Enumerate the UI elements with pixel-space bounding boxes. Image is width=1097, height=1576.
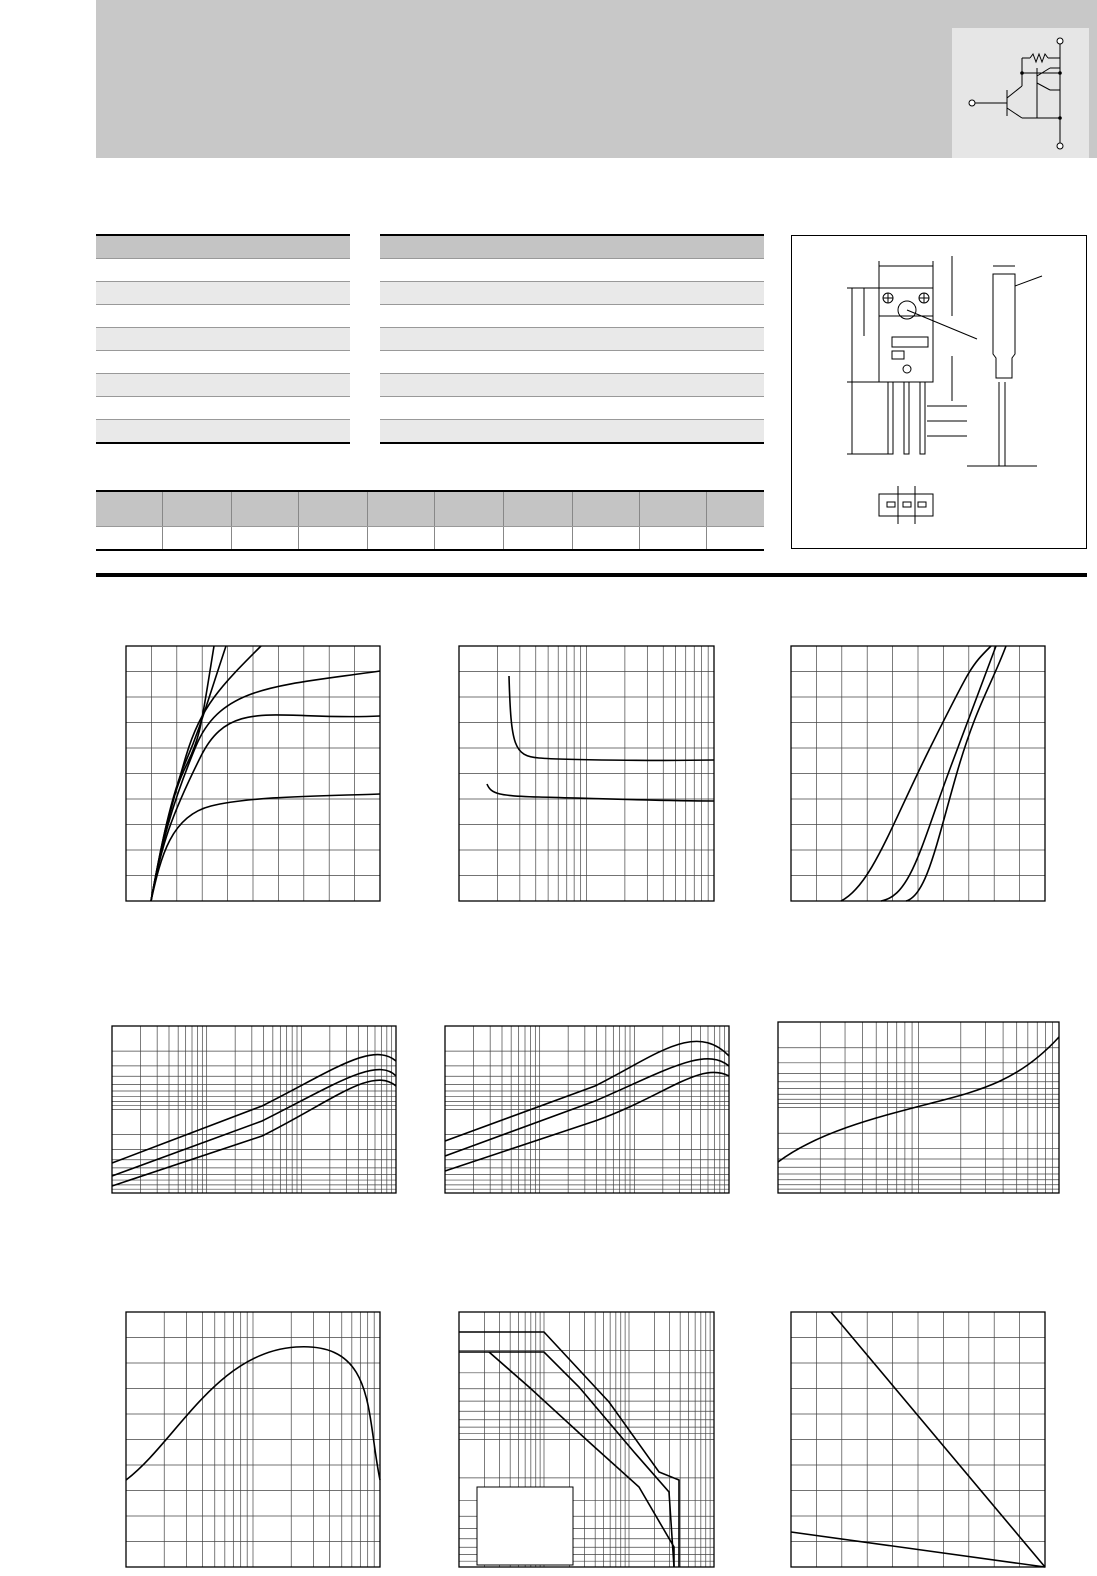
graph-plot-g4 bbox=[111, 1025, 397, 1194]
characteristics-table bbox=[380, 234, 764, 444]
curve-g1-5 bbox=[151, 794, 380, 901]
circuit-icon bbox=[952, 28, 1089, 158]
graph-g8 bbox=[458, 1311, 715, 1568]
graph-plot-g1 bbox=[125, 645, 381, 902]
curve-g2-1 bbox=[487, 784, 714, 801]
graph-plot-g2 bbox=[458, 645, 715, 902]
graph-plot-g8 bbox=[458, 1311, 715, 1568]
darlington-circuit-symbol bbox=[952, 28, 1089, 158]
curve-g4-2 bbox=[112, 1080, 396, 1186]
curve-g1-3 bbox=[151, 671, 380, 901]
graph-plot-g5 bbox=[444, 1025, 730, 1194]
header-band bbox=[96, 0, 1097, 158]
graph-g6 bbox=[777, 1021, 1060, 1194]
curve-g1-4 bbox=[151, 715, 380, 901]
ratings-table bbox=[96, 234, 350, 444]
graph-g3 bbox=[790, 645, 1046, 902]
curve-g5-2 bbox=[445, 1072, 729, 1171]
graph-plot-g9 bbox=[790, 1311, 1046, 1568]
classification-table bbox=[96, 490, 764, 551]
graph-g9 bbox=[790, 1311, 1046, 1568]
graph-plot-g6 bbox=[777, 1021, 1060, 1194]
legend-box bbox=[477, 1487, 573, 1565]
package-icon bbox=[792, 236, 1086, 548]
graph-g7 bbox=[125, 1311, 381, 1568]
graph-g2 bbox=[458, 645, 715, 902]
graph-plot-g7 bbox=[125, 1311, 381, 1568]
graph-g4 bbox=[111, 1025, 397, 1194]
graph-g1 bbox=[125, 645, 381, 902]
graph-g5 bbox=[444, 1025, 730, 1194]
package-outline-drawing bbox=[791, 235, 1087, 549]
curve-g5-1 bbox=[445, 1059, 729, 1156]
graph-plot-g3 bbox=[790, 645, 1046, 902]
curve-g4-0 bbox=[112, 1055, 396, 1163]
section-divider bbox=[96, 573, 1087, 577]
